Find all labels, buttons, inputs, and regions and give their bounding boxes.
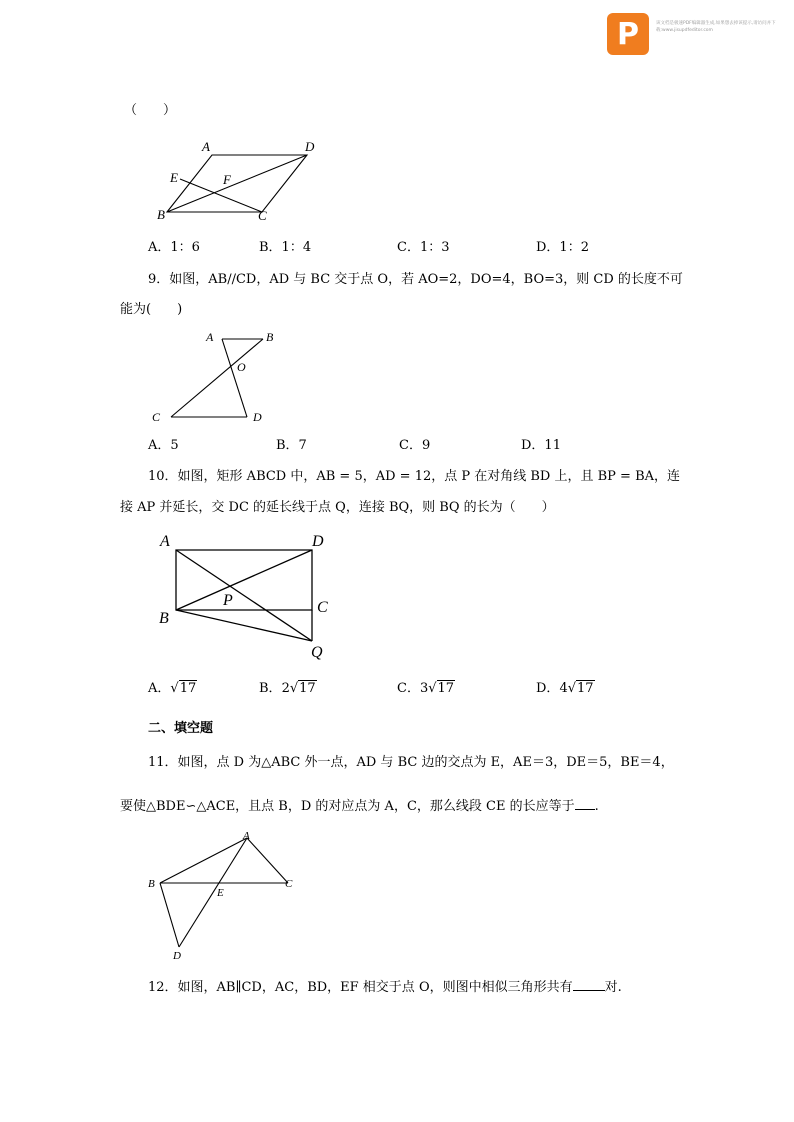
q11-label-b: B	[148, 878, 155, 890]
q8-label-b: B	[157, 207, 165, 222]
q9-option-a: A．5	[148, 438, 179, 453]
q11-text-line1: 11．如图，点 D 为△ABC 外一点，AD 与 BC 边的交点为 E，AE＝3，DE＝5，BE＝4，	[148, 755, 674, 770]
q11-answer-blank[interactable]	[575, 797, 595, 810]
q10-label-d: D	[312, 533, 324, 550]
q11-label-e: E	[217, 887, 224, 899]
q11-text-line2: 要使△BDE∽△ACE，且点 B，D 的对应点为 A，C，那么线段 CE 的长应等于 .	[120, 799, 599, 814]
q8-label-c: C	[258, 208, 267, 223]
q11-triangle-figure	[145, 825, 310, 965]
q8-label-e: E	[170, 170, 178, 185]
q9-option-d: D．11	[521, 438, 561, 453]
q9-option-c: C．9	[399, 438, 431, 453]
q10-label-q: Q	[311, 644, 323, 661]
logo-letter: P	[617, 17, 639, 52]
q10-option-c: C．3√17	[397, 681, 455, 696]
q8-label-d: D	[305, 139, 315, 154]
q8-option-a: A．1：6	[148, 240, 200, 255]
q11-label-a: A	[243, 830, 250, 842]
q9-label-c: C	[152, 410, 161, 424]
q9-label-a: A	[206, 330, 214, 344]
q9-hourglass-figure	[148, 328, 288, 428]
q8-parallelogram-figure	[150, 135, 320, 225]
q10-option-b: B．2√17	[259, 681, 316, 696]
q12-answer-blank[interactable]	[573, 978, 605, 991]
q10-label-c: C	[317, 599, 328, 616]
section-heading-fill-in: 二、填空题	[148, 721, 214, 736]
q10-rectangle-figure	[150, 528, 340, 668]
q10-label-b: B	[159, 610, 169, 627]
q12-text-line1: 12．如图，AB∥CD，AC，BD，EF 相交于点 O，则图中相似三角形共有 对.	[148, 980, 622, 995]
q10-option-a: A．√17	[148, 681, 197, 696]
q11-label-c: C	[285, 878, 293, 890]
watermark-text: 该文档是极速PDF编辑器生成,如果想去掉该提示,请访问并下载:www.jisupdfeditor.com	[656, 21, 776, 33]
q9-text-line2: 能为( )	[120, 302, 183, 317]
q11-label-d: D	[173, 950, 181, 962]
q9-text-line1: 9．如图，AB//CD，AD 与 BC 交于点 O，若 AO=2，DO=4，BO=3，则 CD 的长度不可	[148, 272, 683, 287]
q8-option-d: D．1：2	[536, 240, 589, 255]
q8-label-f: F	[223, 172, 231, 187]
q9-label-b: B	[266, 330, 274, 344]
q8-option-c: C．1：3	[397, 240, 450, 255]
q9-label-d: D	[253, 410, 262, 424]
q10-label-a: A	[160, 533, 170, 550]
q10-text-line2: 接 AP 并延长，交 DC 的延长线于点 Q，连接 BQ，则 BQ 的长为（ ）	[120, 500, 555, 515]
q9-label-o: O	[237, 360, 246, 374]
q10-text-line1: 10．如图，矩形 ABCD 中，AB = 5，AD = 12，点 P 在对角线 BD 上，且 BP = BA，连	[148, 469, 681, 484]
q10-label-p: P	[223, 592, 233, 609]
q9-option-b: B．7	[276, 438, 307, 453]
q10-option-d: D．4√17	[536, 681, 594, 696]
q8-paren: （ ）	[124, 103, 177, 118]
q8-label-a: A	[202, 139, 210, 154]
pdf-editor-logo	[607, 13, 649, 55]
q8-option-b: B．1：4	[259, 240, 312, 255]
